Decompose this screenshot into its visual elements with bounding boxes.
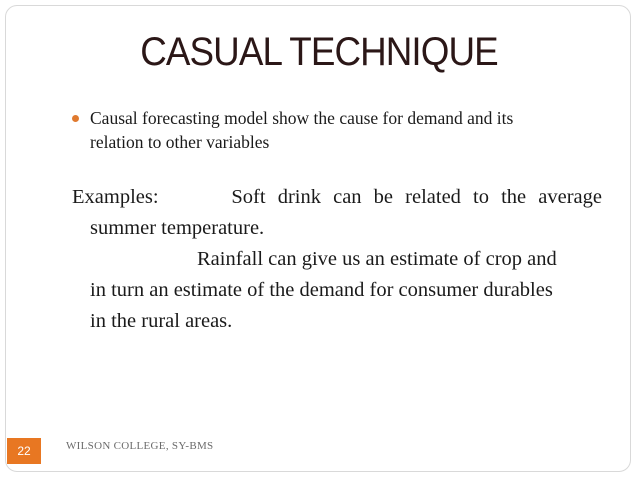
- bullet-line-1: Causal forecasting model show the cause for demand and its: [90, 108, 514, 128]
- examples-line-4: in turn an estimate of the demand for consumer durables: [90, 279, 553, 301]
- examples-line-3: Rainfall can give us an estimate of crop and: [197, 248, 557, 270]
- slide-body: [72, 106, 602, 337]
- bullet-dot-icon: [72, 115, 79, 122]
- examples-line-1-rest: Soft drink can be related to the average: [231, 186, 602, 208]
- page-number-badge: 22: [7, 438, 41, 464]
- examples-line-5: in the rural areas.: [90, 310, 233, 332]
- slide-title: CASUAL TECHNIQUE: [140, 30, 498, 74]
- footer-text: WILSON COLLEGE, SY-BMS: [66, 440, 214, 452]
- examples-line-2: summer temperature.: [90, 217, 265, 239]
- bullet-item: [72, 106, 602, 154]
- examples-label: Examples:: [72, 186, 159, 208]
- bullet-line-2: relation to other variables: [90, 132, 270, 152]
- examples-block: [72, 182, 602, 337]
- examples-line-1: [72, 182, 602, 213]
